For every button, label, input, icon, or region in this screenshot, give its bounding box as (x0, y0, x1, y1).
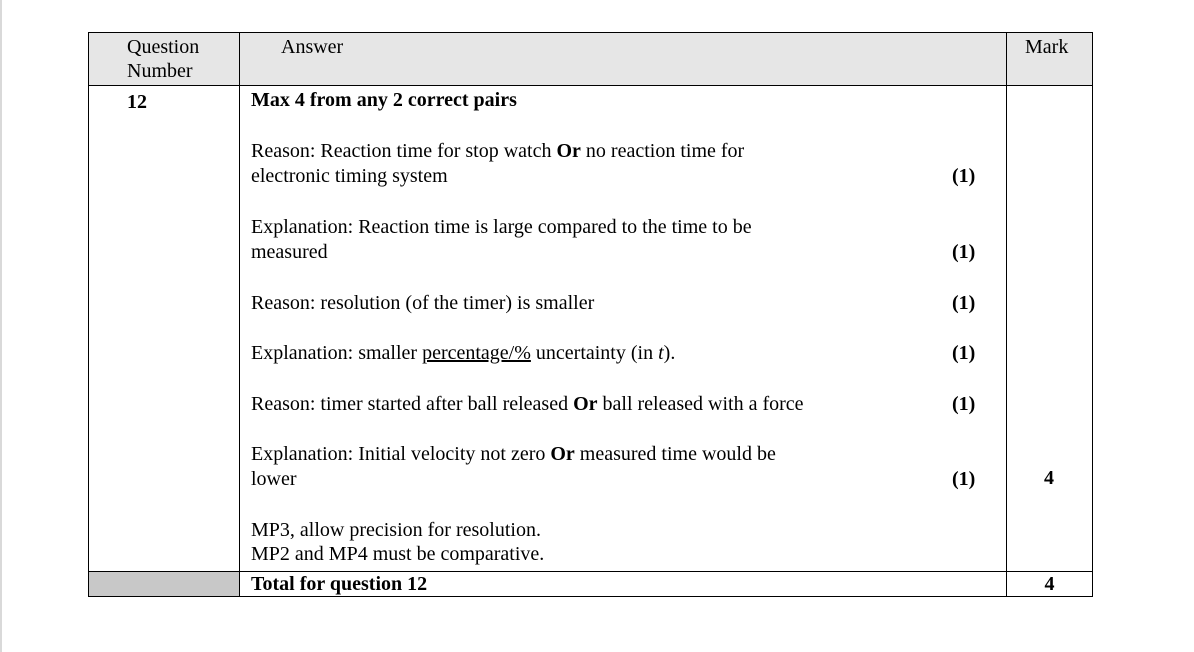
answer-cell (240, 86, 1007, 572)
question-number: 12 (89, 86, 240, 572)
point-mark: (1) (952, 468, 976, 490)
point-mark: (1) (952, 165, 976, 187)
question-mark: 4 (1044, 467, 1054, 489)
header-mark: Mark (1007, 33, 1093, 86)
point-mark: (1) (952, 393, 976, 415)
header-question-number-text: Question Number (127, 36, 200, 82)
point-mark: (1) (952, 241, 976, 263)
answer-line: Explanation: smaller percentage/% uncertainty (in t). (251, 342, 676, 364)
total-value: 4 (1007, 572, 1093, 597)
answer-line: electronic timing system (251, 165, 448, 187)
total-row (89, 572, 1093, 597)
question-row (89, 86, 1093, 572)
mark-cell (1007, 86, 1093, 572)
page-left-border (0, 0, 2, 652)
answer-line: Reason: Reaction time for stop watch Or no reaction time for (251, 140, 745, 162)
answer-line: Explanation: Initial velocity not zero Or measured time would be (251, 443, 776, 465)
header-row (89, 33, 1093, 86)
answer-line: Reason: resolution (of the timer) is smaller (251, 292, 595, 314)
answer-line: measured (251, 241, 328, 263)
header-question-number (89, 33, 240, 86)
header-answer: Answer (240, 33, 1007, 86)
note-line: MP3, allow precision for resolution. (251, 519, 541, 541)
total-label: Total for question 12 (240, 572, 1007, 597)
point-mark: (1) (952, 342, 976, 364)
mark-scheme-table (88, 32, 1093, 597)
answer-line: Explanation: Reaction time is large compared to the time to be (251, 216, 752, 238)
total-spacer (89, 572, 240, 597)
point-mark: (1) (952, 292, 976, 314)
answer-heading: Max 4 from any 2 correct pairs (251, 89, 517, 111)
answer-line: lower (251, 468, 297, 490)
answer-line: Reason: timer started after ball released Or ball released with a force (251, 393, 804, 415)
note-line: MP2 and MP4 must be comparative. (251, 543, 545, 565)
